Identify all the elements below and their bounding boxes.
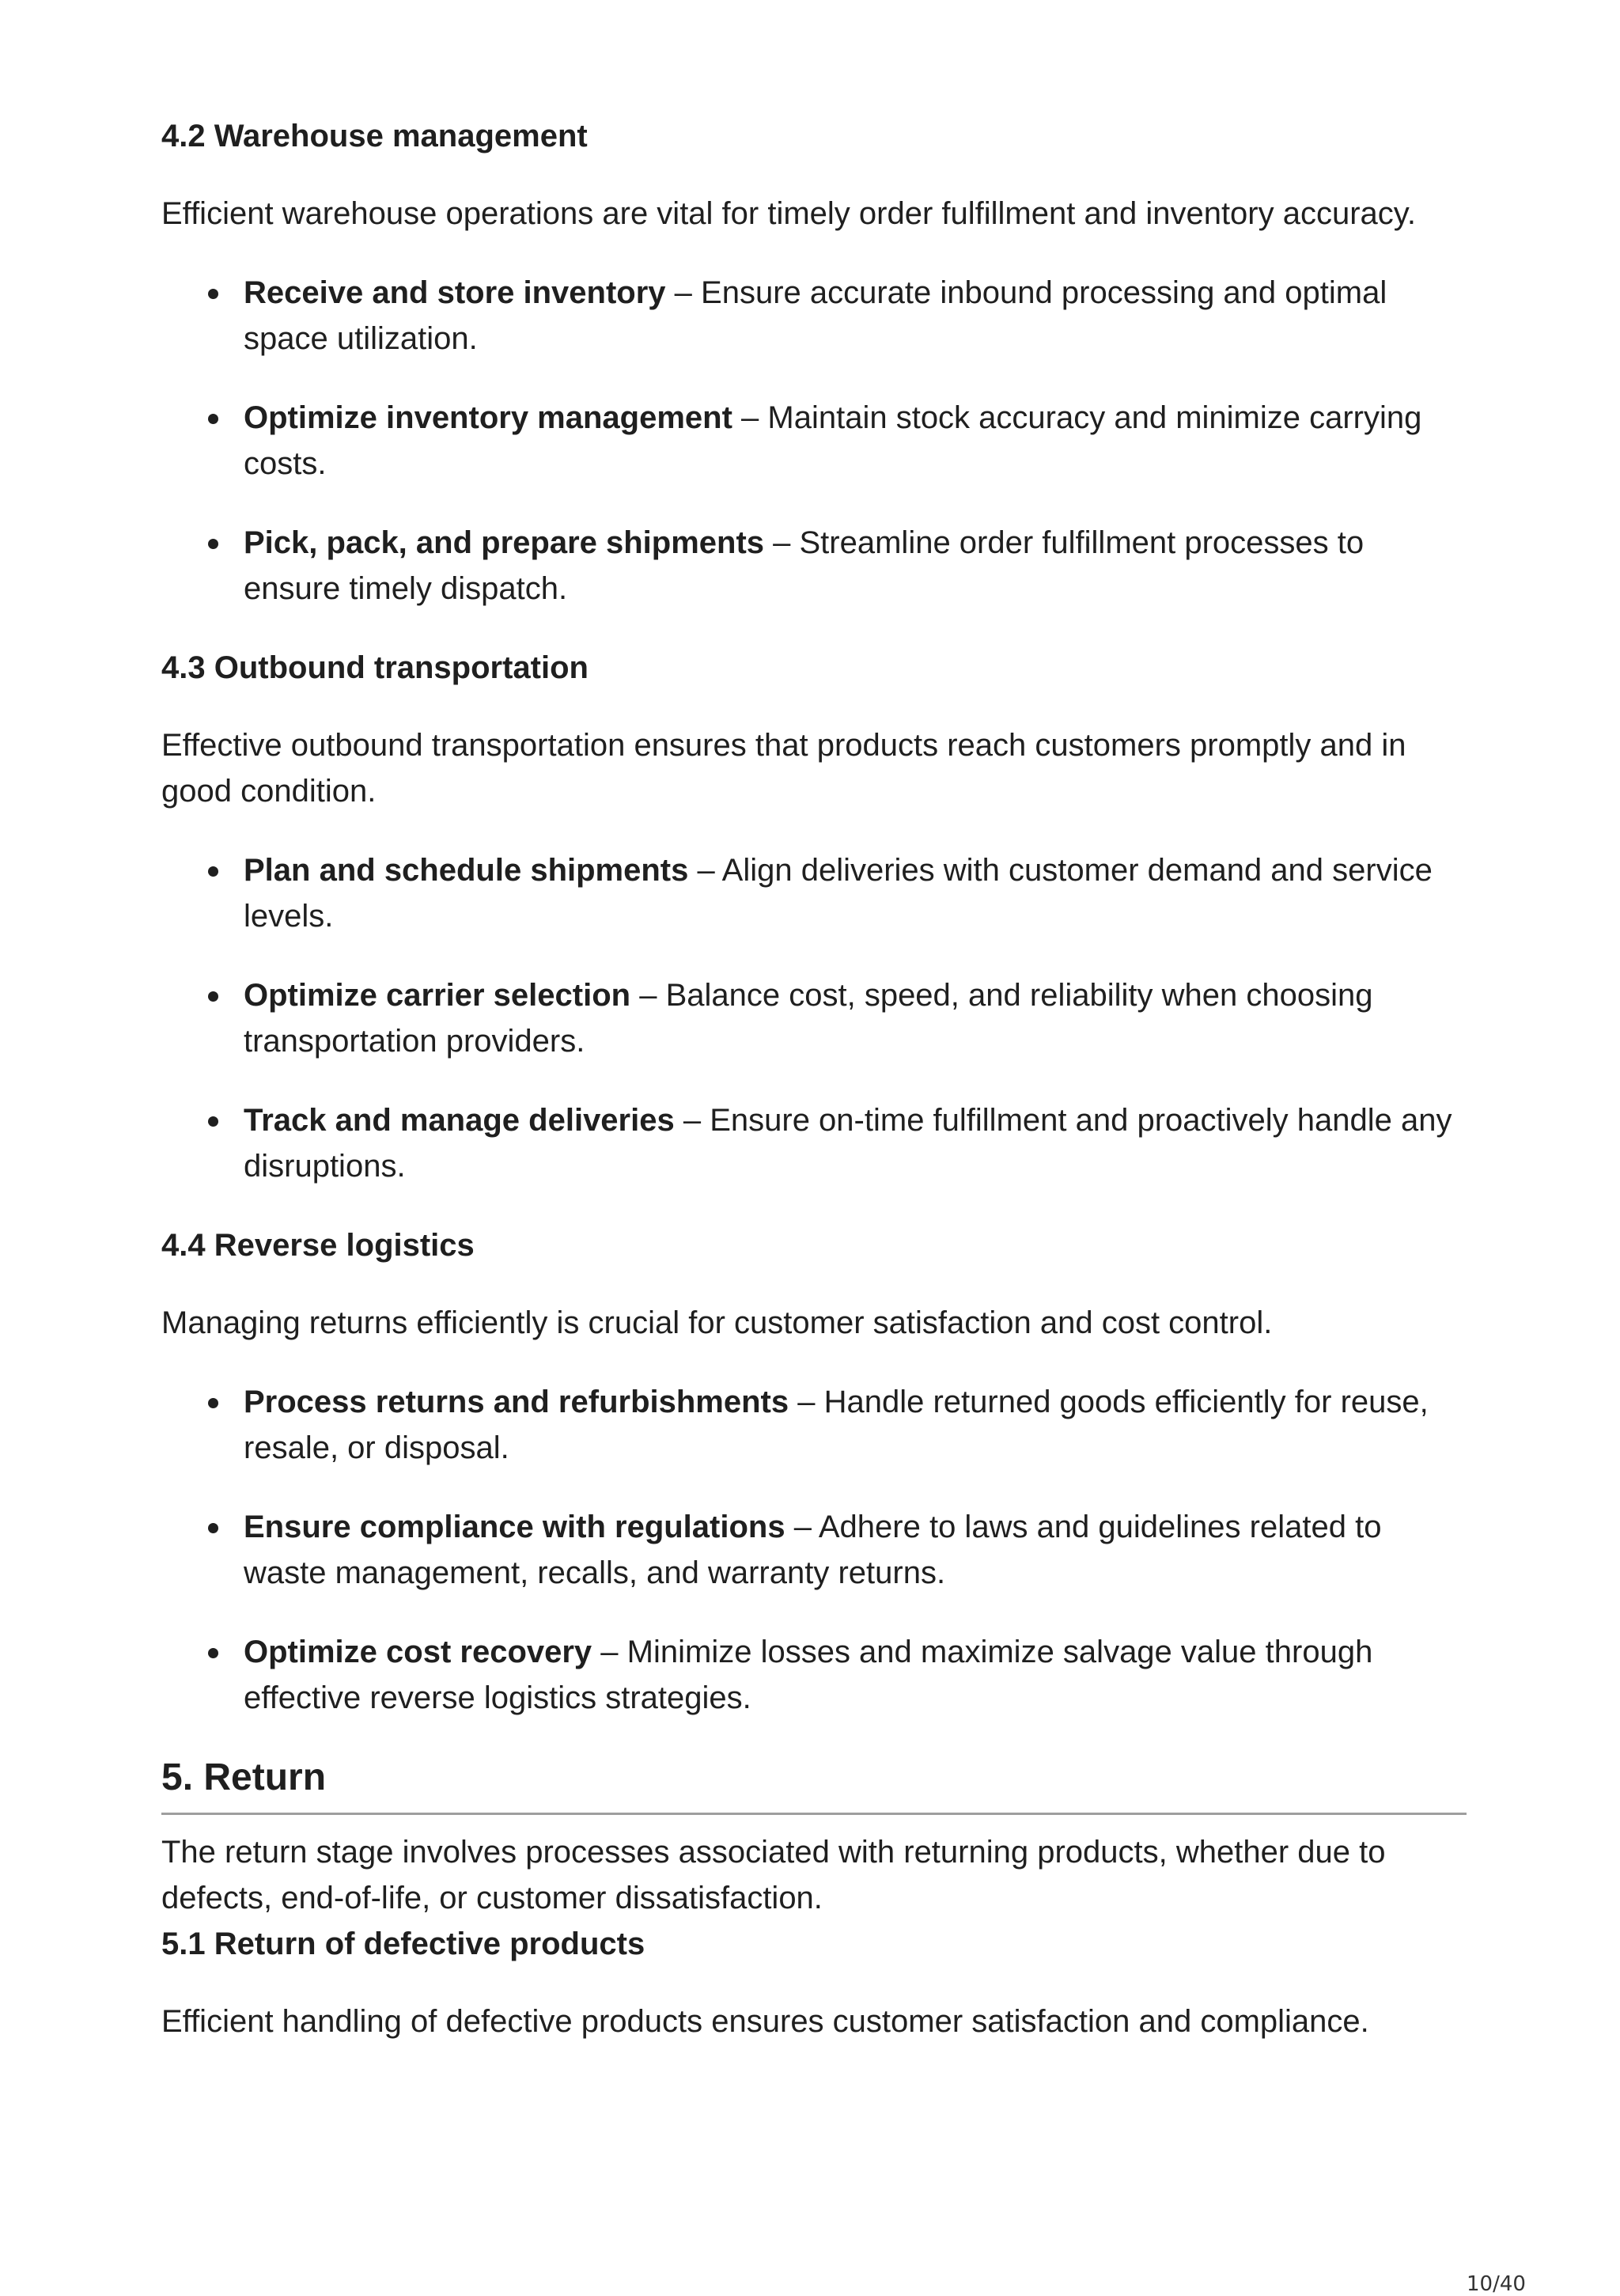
bullet-icon	[208, 1648, 218, 1658]
item-text: – Handle returned goods efficiently for reuse, resale, or disposal.	[244, 1385, 1429, 1465]
document-page	[161, 113, 1467, 2044]
item-title: Optimize cost recovery	[244, 1635, 592, 1669]
bullet-icon	[208, 1116, 218, 1127]
list-item	[161, 1097, 1467, 1189]
list-item	[161, 1629, 1467, 1721]
bullet-icon	[208, 414, 218, 424]
bullet-list-4-4	[161, 1379, 1467, 1721]
bullet-icon	[208, 1398, 218, 1408]
item-title: Optimize inventory management	[244, 400, 732, 435]
bullet-icon	[208, 289, 218, 299]
item-title: Pick, pack, and prepare shipments	[244, 525, 765, 560]
subsection-heading-4-2: 4.2 Warehouse management	[161, 119, 588, 153]
list-item	[161, 847, 1467, 939]
item-title: Receive and store inventory	[244, 275, 666, 310]
item-title: Ensure compliance with regulations	[244, 1510, 785, 1544]
bullet-list-4-2	[161, 270, 1467, 612]
section-heading-5: 5. Return	[161, 1754, 1467, 1815]
list-item	[161, 395, 1467, 487]
subsection-heading-5-1: 5.1 Return of defective products	[161, 1927, 645, 1961]
subsection-heading-4-3: 4.3 Outbound transportation	[161, 650, 589, 685]
list-item	[161, 1379, 1467, 1471]
item-text: – Minimize losses and maximize salvage value through effective reverse logistics strategies.	[244, 1635, 1373, 1715]
item-title: Optimize carrier selection	[244, 978, 631, 1013]
paragraph-5-1: Efficient handling of defective products ensures customer satisfaction and compliance.	[161, 2004, 1369, 2039]
subsection-heading-4-4: 4.4 Reverse logistics	[161, 1228, 475, 1263]
paragraph-4-3: Effective outbound transportation ensures that products reach customers promptly and in good condition.	[161, 728, 1406, 809]
list-item	[161, 1504, 1467, 1596]
bullet-icon	[208, 1523, 218, 1533]
item-text: – Adhere to laws and guidelines related to waste management, recalls, and warranty returns.	[244, 1510, 1382, 1590]
bullet-icon	[208, 991, 218, 1002]
item-title: Track and manage deliveries	[244, 1103, 675, 1138]
page-number: 10/40	[1467, 2272, 1526, 2296]
bullet-list-4-3	[161, 847, 1467, 1189]
item-text: – Balance cost, speed, and reliability when choosing transportation providers.	[244, 978, 1373, 1059]
item-title: Process returns and refurbishments	[244, 1385, 789, 1419]
bullet-icon	[208, 539, 218, 549]
list-item	[161, 520, 1467, 612]
item-text: – Maintain stock accuracy and minimize carrying costs.	[244, 400, 1422, 481]
item-title: Plan and schedule shipments	[244, 853, 689, 888]
bullet-icon	[208, 866, 218, 877]
item-text: – Ensure on-time fulfillment and proactively handle any disruptions.	[244, 1103, 1452, 1184]
item-text: – Streamline order fulfillment processes to ensure timely dispatch.	[244, 525, 1365, 606]
list-item	[161, 270, 1467, 362]
item-text: – Ensure accurate inbound processing and optimal space utilization.	[244, 275, 1387, 356]
paragraph-4-2: Efficient warehouse operations are vital for timely order fulfillment and inventory accuracy.	[161, 196, 1416, 231]
paragraph-4-4: Managing returns efficiently is crucial for customer satisfaction and cost control.	[161, 1305, 1273, 1340]
list-item	[161, 972, 1467, 1064]
paragraph-5: The return stage involves processes associated with returning products, whether due to defects, end-of-life, or customer dissatisfaction.	[161, 1835, 1386, 1915]
item-text: – Align deliveries with customer demand and service levels.	[244, 853, 1433, 934]
